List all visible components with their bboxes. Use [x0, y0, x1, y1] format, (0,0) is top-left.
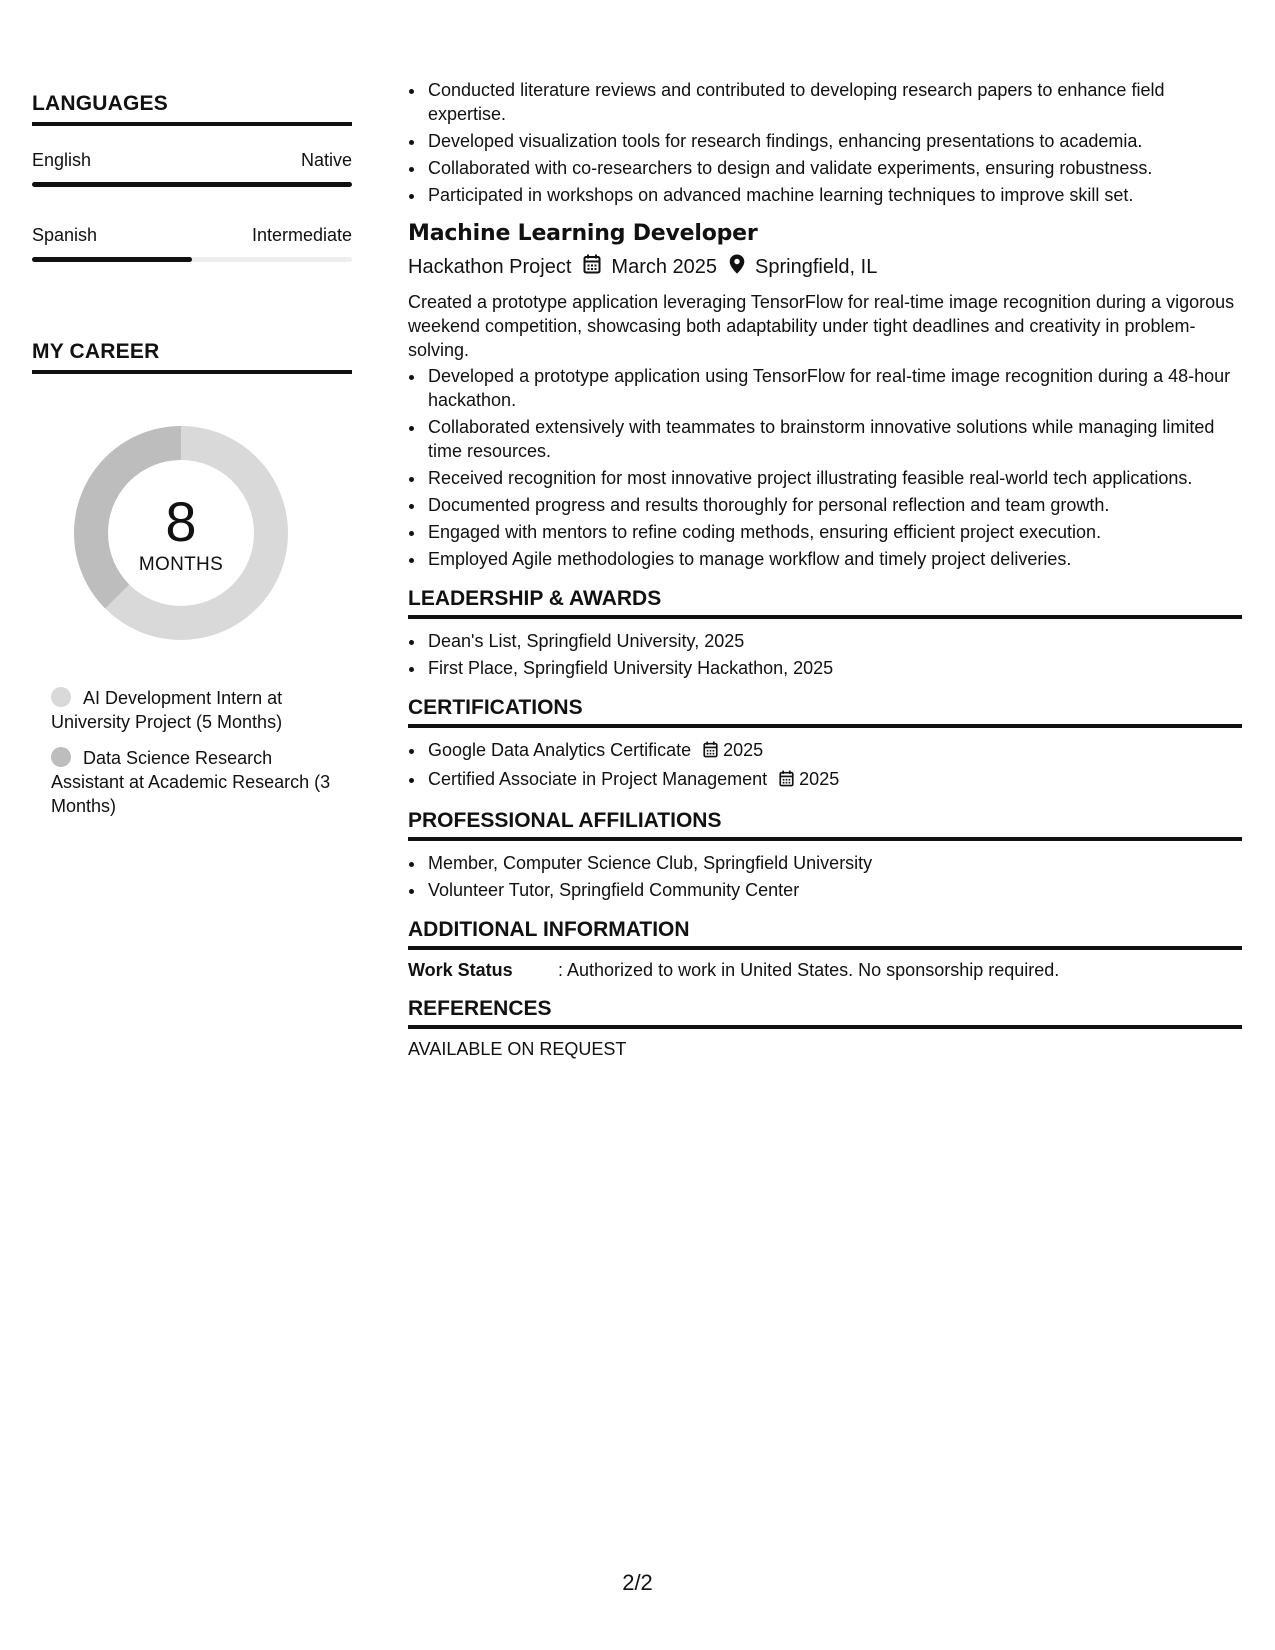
career-total-months: 8	[165, 490, 197, 553]
work-status-label: Work Status	[408, 960, 513, 980]
certification-item	[426, 738, 1242, 764]
bullet-item: • Engaged with mentors to refine coding methods, ensuring efficient project execution.	[426, 520, 1242, 544]
legend-label: Data Science Research Assistant at Academic Research (3 Months)	[51, 748, 331, 816]
career-section	[32, 340, 352, 818]
bullet-item: • Documented progress and results thoroughly for personal reflection and team growth.	[426, 493, 1242, 517]
language-level: Intermediate	[251, 225, 352, 245]
certifications-section	[408, 696, 1242, 793]
affiliation-item: • Member, Computer Science Club, Springfield University	[426, 851, 1242, 875]
legend-dot	[51, 687, 71, 707]
bullet-item: • Developed a prototype application using TensorFlow for real-time image recognition during a 48-hour hackathon.	[426, 364, 1242, 412]
award-item: • Dean's List, Springfield University, 2025	[426, 629, 1242, 653]
job-title: Machine Learning Developer	[408, 221, 758, 246]
career-legend-item	[51, 686, 341, 734]
certification-item	[426, 767, 1242, 793]
language-level: Native	[300, 150, 352, 170]
award-item: • First Place, Springfield University Hackathon, 2025	[426, 656, 1242, 680]
references-heading: REFERENCES	[408, 997, 1242, 1029]
language-item	[32, 150, 352, 187]
career-heading: MY CAREER	[32, 340, 352, 374]
calendar-icon	[583, 254, 601, 280]
language-proficiency-fill	[32, 257, 192, 262]
bullet-item: • Collaborated with co-researchers to design and validate experiments, ensuring robustness.	[426, 156, 1242, 180]
job-location: Springfield, IL	[755, 255, 878, 278]
language-proficiency-bar	[32, 182, 352, 187]
calendar-icon	[703, 740, 718, 764]
language-item	[32, 225, 352, 262]
certification-name: Google Data Analytics Certificate	[428, 740, 692, 760]
job-description: Created a prototype application leveraging TensorFlow for real-time image recognition during a vigorous weekend competition, showcasing both adaptability under tight deadlines and creativity in problem-solving.	[408, 292, 1235, 360]
location-pin-icon	[729, 254, 745, 280]
additional-info-heading: ADDITIONAL INFORMATION	[408, 918, 1242, 950]
legend-dot	[51, 747, 71, 767]
references-text: AVAILABLE ON REQUEST	[408, 1039, 627, 1059]
language-name: English	[32, 150, 92, 170]
bullet-item: • Received recognition for most innovative project illustrating feasible real-world tech applications.	[426, 466, 1242, 490]
main-content	[408, 78, 1242, 1060]
leadership-heading: LEADERSHIP & AWARDS	[408, 587, 1242, 619]
bullet-item: • Conducted literature reviews and contributed to developing research papers to enhance field expertise.	[426, 78, 1242, 126]
job-meta	[408, 254, 1242, 280]
bullet-item: • Employed Agile methodologies to manage workflow and timely project deliveries.	[426, 547, 1242, 571]
certifications-heading: CERTIFICATIONS	[408, 696, 1242, 728]
references-section	[408, 997, 1242, 1060]
previous-job-bullets	[408, 78, 1242, 207]
career-total-unit: MONTHS	[138, 554, 224, 575]
language-proficiency-fill	[32, 182, 352, 187]
career-donut-chart	[66, 418, 296, 648]
languages-heading: LANGUAGES	[32, 92, 352, 126]
affiliations-heading: PROFESSIONAL AFFILIATIONS	[408, 809, 1242, 841]
language-name: Spanish	[32, 225, 98, 245]
language-proficiency-bar	[32, 257, 352, 262]
calendar-icon	[779, 769, 794, 793]
bullet-item: • Collaborated extensively with teammates to brainstorm innovative solutions while managing limited time resources.	[426, 415, 1242, 463]
page-number: 2/2	[622, 1570, 653, 1595]
bullet-item: • Developed visualization tools for research findings, enhancing presentations to academia.	[426, 129, 1242, 153]
job-entry	[408, 221, 1242, 571]
certification-year: 2025	[799, 769, 840, 789]
bullet-item: • Participated in workshops on advanced machine learning techniques to improve skill set.	[426, 183, 1242, 207]
sidebar	[32, 92, 352, 818]
job-bullets	[408, 364, 1242, 571]
career-legend-item	[51, 746, 341, 818]
job-company: Hackathon Project	[408, 255, 572, 278]
work-status-value: : Authorized to work in United States. No sponsorship required.	[558, 960, 1060, 980]
certification-year: 2025	[723, 740, 764, 760]
affiliation-item: • Volunteer Tutor, Springfield Community Center	[426, 878, 1242, 902]
leadership-section	[408, 587, 1242, 680]
job-date: March 2025	[611, 255, 718, 278]
affiliations-section	[408, 809, 1242, 902]
additional-info-section	[408, 918, 1242, 981]
legend-label: AI Development Intern at University Project (5 Months)	[51, 688, 283, 732]
certification-name: Certified Associate in Project Management	[428, 769, 768, 789]
